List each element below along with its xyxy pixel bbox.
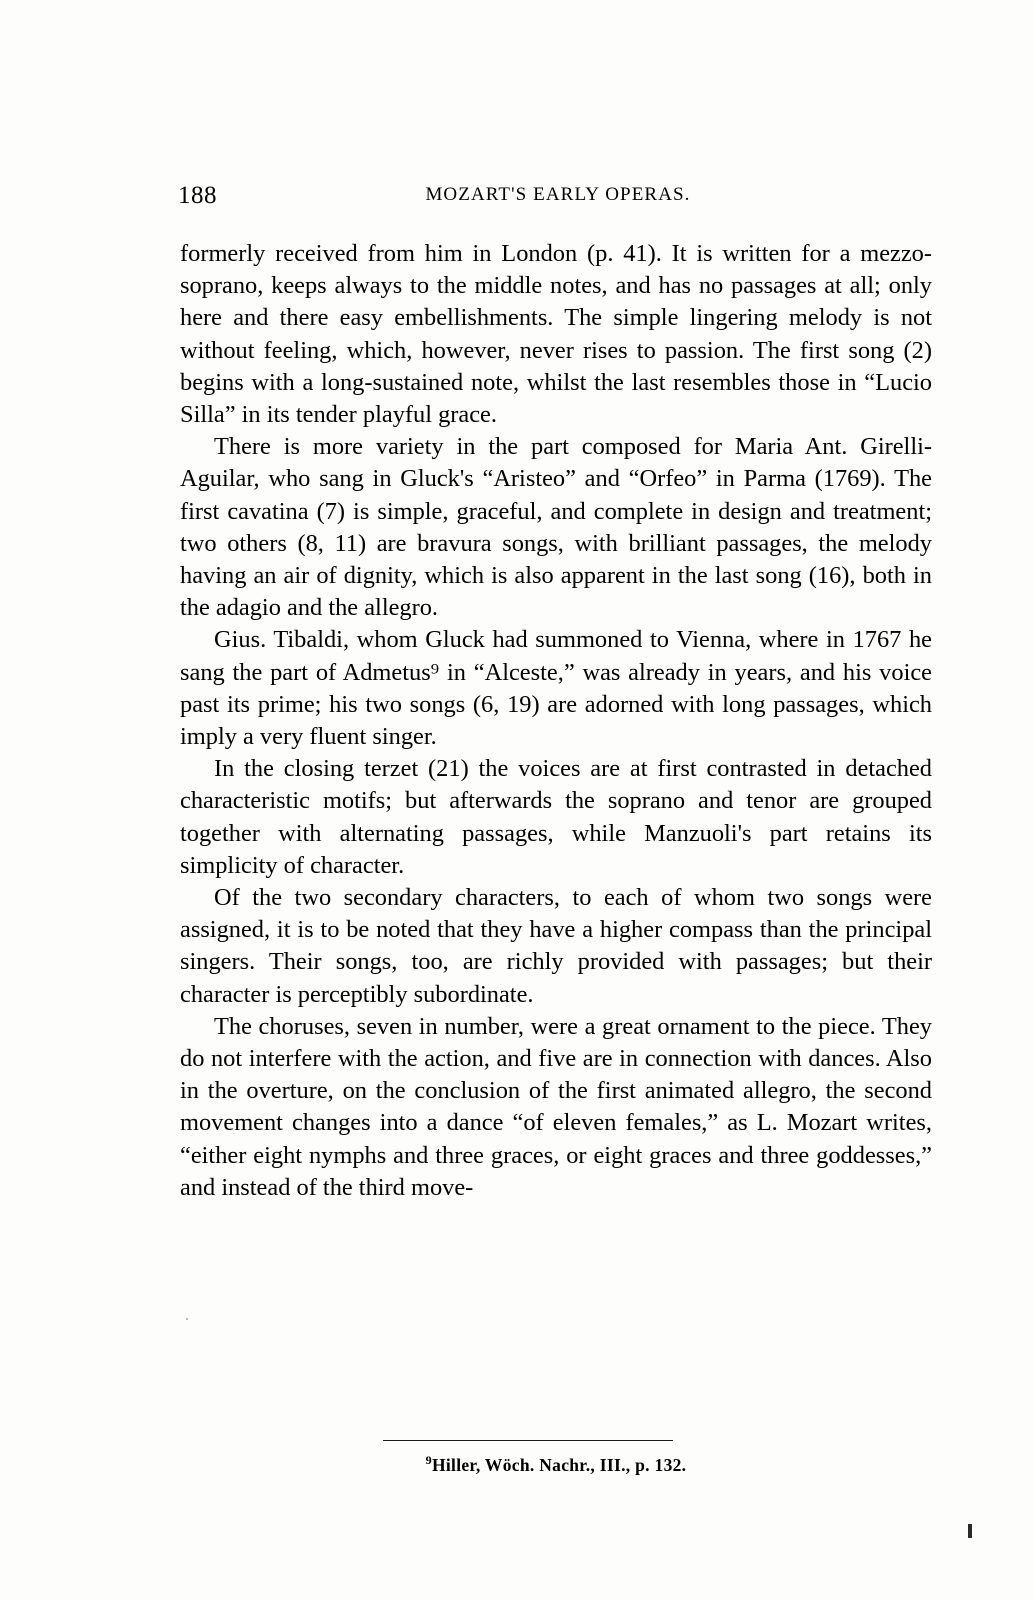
footnote-text: Hiller, Wöch. Nachr., III., p. 132. <box>431 1454 687 1475</box>
paragraph: There is more variety in the part composed for Maria Ant. Girelli-Aguilar, who sang in Gluck's “Aristeo” and “Orfeo” in Parma (1769). The first cavatina (7) is simple, graceful, and complete in design and treatment; two others (8, 11) are bravura songs, with brilliant passages, the melody having an air of dignity, which is also apparent in the last song (16), both in the adagio and the allegro. <box>180 433 932 622</box>
paragraph: formerly received from him in London (p. 41). It is written for a mezzo-soprano, keeps always to the middle notes, and has no passages at all; only here and there easy embellishments. The simple lingering melody is not without feeling, which, however, never rises to passion. The first song (2) begins with a long-sustained note, whilst the last resembles those in “Lucio Silla” in its tender playful grace. <box>180 240 932 429</box>
paragraph: The choruses, seven in number, were a great ornament to the piece. They do not interfere with the action, and five are in connection with dances. Also in the overture, on the conclusion of the first animated allegro, the second movement changes into a dance “of eleven females,” as L. Mozart writes, “either eight nymphs and three graces, or eight graces and three goddesses,” and instead of the third move- <box>180 1012 932 1201</box>
running-title: MOZART'S EARLY OPERAS. <box>425 184 691 205</box>
page-number: 188 <box>178 182 217 209</box>
page-edge-mark <box>968 1524 972 1538</box>
paragraph: In the closing terzet (21) the voices are at first contrasted in detached characteristic motifs; but afterwards the soprano and tenor are grouped together with alternating passages, while Manzuoli's part retains its simplicity of character. <box>180 755 932 879</box>
footnote-separator-rule <box>383 1440 673 1441</box>
body-text <box>180 238 932 1204</box>
page-header <box>178 182 938 210</box>
footnote-marker: 9 <box>425 1453 432 1467</box>
paragraph: Of the two secondary characters, to each of whom two songs were assigned, it is to be noted that they have a higher compass than the principal singers. Their songs, too, are richly provided with passages; but their character is perceptibly subordinate. <box>180 884 932 1008</box>
paragraph: Gius. Tibaldi, whom Gluck had summoned to Vienna, where in 1767 he sang the part of Admetus⁹ in “Alceste,” was already in years, and his voice past its prime; his two songs (6, 19) are adorned with long passages, which imply a very fluent singer. <box>180 626 932 751</box>
footnote <box>180 1453 932 1476</box>
paper-speck <box>186 1318 188 1320</box>
